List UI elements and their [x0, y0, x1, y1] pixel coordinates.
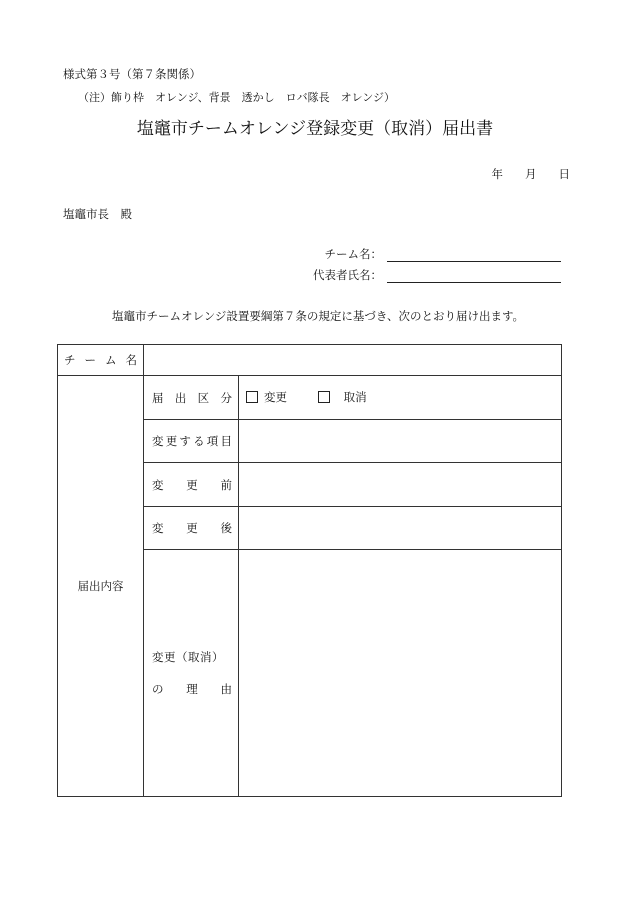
month-label: 月 [525, 167, 537, 181]
reason-label-line1: 変更（取消） [152, 650, 224, 664]
before-label: 変 更 前 [152, 477, 232, 492]
section-label: 届出内容 [77, 579, 124, 593]
change-option[interactable] [246, 389, 287, 405]
form-number: 様式第３号（第７条関係） [63, 67, 201, 81]
item-label: 変 更 す る 項 目 [152, 434, 232, 448]
year-label: 年 [491, 167, 503, 181]
item-label-cell [144, 420, 239, 463]
applicant-team-name-field[interactable] [387, 261, 561, 262]
reason-label [144, 649, 238, 697]
reason-label-cell [144, 550, 239, 797]
representative-label: 代表者氏名： [313, 268, 382, 282]
notification-type-label-cell [144, 376, 239, 420]
applicant-team-name-label: チーム名： [324, 247, 382, 261]
change-checkbox[interactable] [246, 391, 258, 403]
change-option-label: 変更 [264, 390, 287, 404]
notification-table [57, 344, 562, 797]
after-label: 変 更 後 [152, 521, 232, 535]
day-label: 日 [558, 167, 570, 181]
reason-label-line2: の 理 由 [152, 682, 232, 696]
cancel-option[interactable] [318, 389, 367, 405]
cancel-checkbox[interactable] [318, 391, 330, 403]
after-field[interactable] [239, 507, 562, 550]
addressee: 塩竈市長 殿 [63, 207, 132, 221]
notification-type-options [239, 376, 562, 420]
after-label-cell [144, 507, 239, 550]
cancel-option-label: 取消 [343, 390, 367, 404]
team-name-label: チ ー ム 名 [64, 353, 137, 367]
representative-field[interactable] [387, 282, 561, 283]
document-title: 塩竈市チームオレンジ登録変更（取消）届出書 [136, 119, 494, 139]
before-field[interactable] [239, 463, 562, 507]
team-name-label-cell [58, 345, 144, 376]
reason-field[interactable] [239, 550, 562, 797]
team-name-field[interactable] [144, 345, 562, 376]
notification-type-label: 届 出 区 分 [152, 390, 232, 405]
body-text: 塩竈市チームオレンジ設置要綱第７条の規定に基づき、次のとおり届け出ます。 [112, 309, 525, 323]
before-label-cell [144, 463, 239, 507]
item-field[interactable] [239, 420, 562, 463]
date-line [492, 166, 571, 182]
section-label-cell [58, 376, 144, 797]
design-note: （注）飾り枠 オレンジ、背景 透かし ロバ隊長 オレンジ） [78, 91, 396, 104]
